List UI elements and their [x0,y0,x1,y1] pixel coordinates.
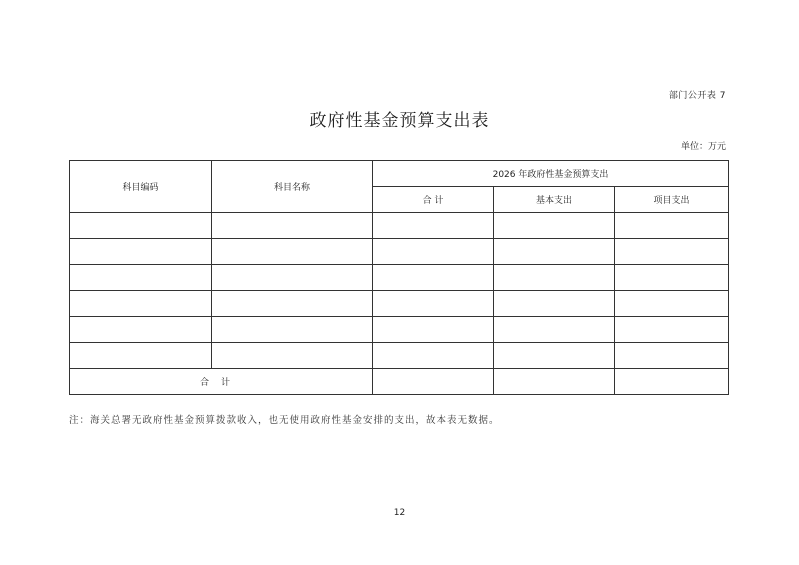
table-cell [615,291,729,317]
table-cell [615,317,729,343]
table-total-row [70,369,729,395]
table-cell [373,317,494,343]
header-budget-group: 2026 年政府性基金预算支出 [373,161,729,187]
table-cell [212,291,373,317]
table-cell [494,265,615,291]
table-cell [70,265,212,291]
table-row [70,239,729,265]
page-number: 12 [393,508,406,518]
table-cell [212,265,373,291]
header-project-expenditure: 项目支出 [615,187,729,213]
table-note: 注：海关总署无政府性基金预算拨款收入，也无使用政府性基金安排的支出，故本表无数据。 [69,415,500,426]
table-cell [373,239,494,265]
table-cell [494,213,615,239]
table-cell [494,239,615,265]
table-cell [615,213,729,239]
table-cell [373,265,494,291]
table-cell [212,343,373,369]
table-cell [373,343,494,369]
table-row [70,291,729,317]
table-cell [373,291,494,317]
table-cell [494,369,615,395]
table-cell [615,265,729,291]
table-cell [212,239,373,265]
document-code: 部门公开表 7 [668,91,726,101]
table-row [70,317,729,343]
table-cell [494,291,615,317]
table-cell [70,317,212,343]
page-title: 政府性基金预算支出表 [309,111,490,131]
table-cell [494,343,615,369]
table-row [70,343,729,369]
table-cell [373,213,494,239]
table-header-row [70,161,729,187]
header-basic-expenditure: 基本支出 [494,187,615,213]
unit-label: 单位：万元 [680,142,726,152]
table-cell [70,239,212,265]
table-cell [373,369,494,395]
table-cell [615,239,729,265]
total-row-label: 合计 [70,369,373,395]
header-subject-code: 科目编码 [70,161,212,213]
budget-table [69,160,729,395]
table-cell [615,369,729,395]
table-cell [70,291,212,317]
table-cell [212,317,373,343]
table-cell [494,317,615,343]
table-row [70,265,729,291]
table-row [70,213,729,239]
header-subject-name: 科目名称 [212,161,373,213]
table-cell [212,213,373,239]
table-cell [70,213,212,239]
table-cell [615,343,729,369]
table-cell [70,343,212,369]
header-total: 合 计 [373,187,494,213]
